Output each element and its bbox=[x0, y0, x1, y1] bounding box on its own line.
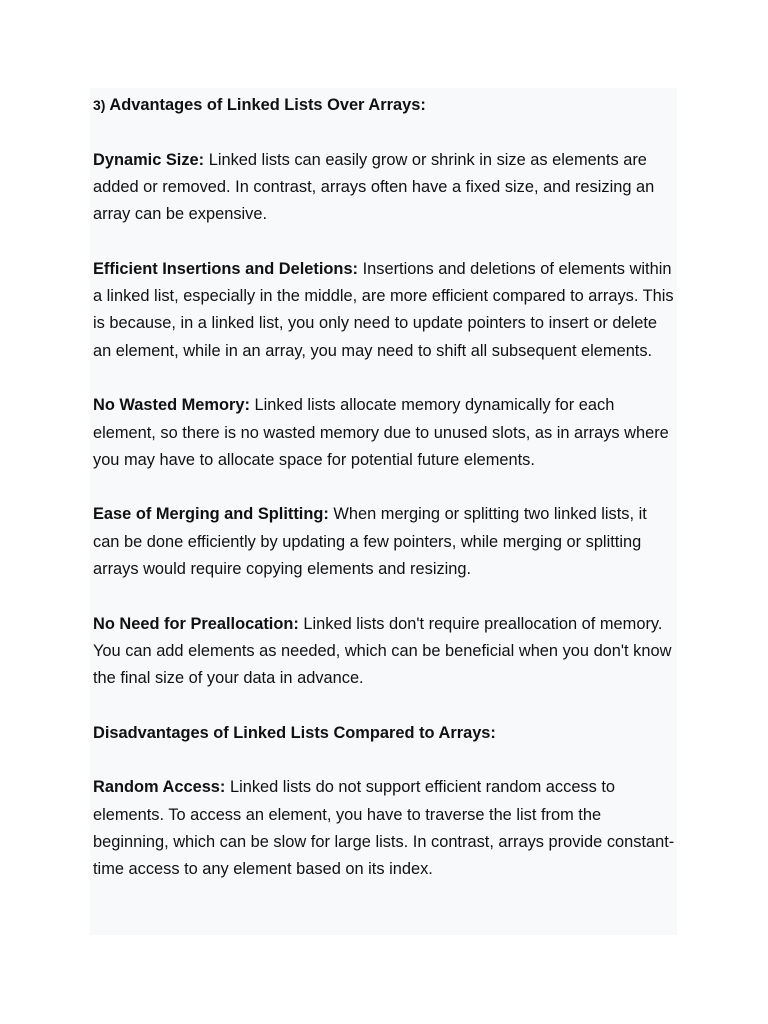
term-description: Linked lists allocate memory dynamically for each element, so there is no wasted memory due to unused slots, as in arrays where you may have to allocate space for potential future elements. bbox=[93, 396, 669, 469]
term-label: No Wasted Memory: bbox=[93, 396, 250, 415]
section-number: 3) bbox=[93, 97, 106, 113]
term-label: Efficient Insertions and Deletions: bbox=[93, 259, 359, 278]
term-label: No Need for Preallocation: bbox=[93, 614, 299, 633]
disadvantage-random-access bbox=[93, 774, 677, 883]
document-body bbox=[93, 92, 677, 911]
term-label: Dynamic Size: bbox=[93, 150, 205, 169]
advantage-efficient-insertions bbox=[93, 256, 677, 365]
advantage-merging-splitting bbox=[93, 501, 677, 583]
term-description: When merging or splitting two linked lists, it can be done efficiently by updating a few pointers, while merging or splitting arrays would require copying elements and resizing. bbox=[93, 505, 647, 579]
advantage-dynamic-size bbox=[93, 147, 677, 229]
term-label: Ease of Merging and Splitting: bbox=[93, 505, 329, 524]
section-title: Advantages of Linked Lists Over Arrays: bbox=[109, 96, 426, 114]
term-description: Linked lists do not support efficient random access to elements. To access an element, you have to traverse the list from the beginning, which can be slow for large lists. In contrast, arrays provide constant-time access to any element based on its index. bbox=[93, 778, 675, 879]
section-heading bbox=[93, 92, 677, 119]
advantage-no-preallocation bbox=[93, 611, 677, 693]
term-description: Insertions and deletions of elements within a linked list, especially in the middle, are more efficient compared to arrays. This is because, in a linked list, you only need to update pointers to insert or delete an element, while in an array, you may need to shift all subsequent elements. bbox=[93, 259, 674, 360]
term-label: Random Access: bbox=[93, 778, 226, 797]
advantage-no-wasted-memory bbox=[93, 392, 677, 474]
term-description: Linked lists don't require preallocation of memory. You can add elements as needed, which can be beneficial when you don't know the final size of your data in advance. bbox=[93, 614, 672, 688]
disadvantages-heading: Disadvantages of Linked Lists Compared to Arrays: bbox=[93, 723, 496, 742]
term-description: Linked lists can easily grow or shrink in size as elements are added or removed. In contrast, arrays often have a fixed size, and resizing an array can be expensive. bbox=[93, 150, 655, 224]
